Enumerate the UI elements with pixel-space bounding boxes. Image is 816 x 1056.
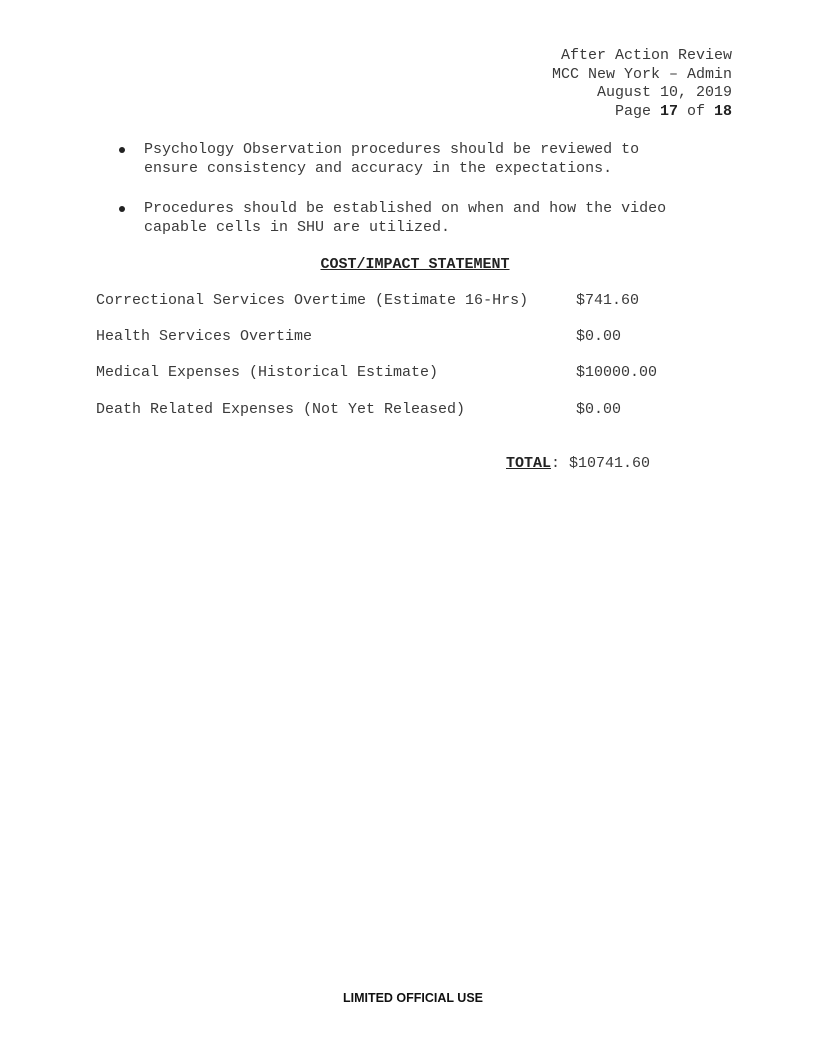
total-label: TOTAL [506, 455, 552, 472]
cost-amount: $0.00 [576, 401, 622, 418]
total-row [506, 455, 650, 472]
cost-section-title-text: COST/IMPACT STATEMENT [320, 256, 510, 273]
cost-label: Correctional Services Overtime (Estimate 16-Hrs) [96, 292, 529, 309]
cost-row [96, 401, 736, 421]
list-item-line: Procedures should be established on when and how the video [144, 200, 667, 217]
list-item [118, 141, 718, 178]
recommendation-list [118, 141, 718, 259]
cost-row [96, 292, 736, 312]
cost-row [96, 328, 736, 348]
page-footer [0, 991, 816, 1005]
cost-amount: $0.00 [576, 328, 622, 345]
cost-label: Death Related Expenses (Not Yet Released) [96, 401, 466, 418]
total-amount: $10741.60 [569, 455, 651, 472]
cost-label: Medical Expenses (Historical Estimate) [96, 364, 439, 381]
page-header [552, 47, 732, 121]
facility-name: MCC New York – Admin [551, 65, 732, 83]
bullet-icon [119, 147, 125, 153]
list-item-line: capable cells in SHU are utilized. [144, 218, 451, 236]
bullet-icon [119, 206, 125, 212]
list-item-line: ensure consistency and accuracy in the expectations. [144, 159, 613, 177]
cost-label: Health Services Overtime [96, 328, 313, 345]
page-number [552, 103, 732, 122]
report-title: After Action Review [560, 47, 732, 64]
list-item [118, 200, 718, 237]
page-total: 18 [713, 102, 732, 120]
total-colon: : [551, 455, 570, 472]
page-prefix: Page [614, 102, 660, 120]
list-item-line: Psychology Observation procedures should be reviewed to [144, 141, 640, 158]
cost-amount: $10000.00 [576, 364, 658, 381]
classification-label: LIMITED OFFICIAL USE [342, 991, 484, 1005]
cost-row [96, 364, 736, 384]
report-date: August 10, 2019 [596, 84, 732, 101]
page-current: 17 [659, 102, 678, 120]
cost-amount: $741.60 [576, 292, 640, 309]
cost-section-title [0, 256, 816, 273]
page-of: of [677, 102, 714, 120]
